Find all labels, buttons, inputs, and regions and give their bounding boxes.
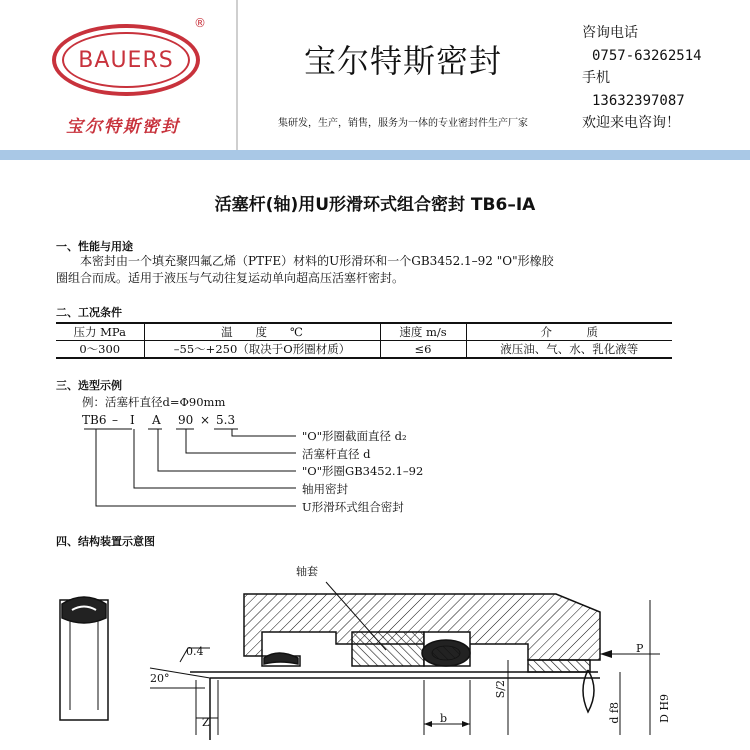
logo-wordmark: BAUERS (78, 47, 174, 73)
callout-shaft-seal: 轴用密封 (302, 482, 348, 496)
document-title: 活塞杆(轴)用U形滑环式组合密封 TB6–IA (214, 195, 536, 215)
header-temperature: 温 度 ℃ (144, 323, 380, 341)
performance-line-2: 圈组合而成。适用于液压与气动往复运动单向超高压活塞杆密封。 (56, 271, 405, 285)
registered-mark: ® (194, 16, 206, 30)
seal-cross-section (60, 597, 108, 720)
logo-chinese-name: 宝尔特斯密封 (66, 117, 180, 137)
code-series: TB6 (82, 413, 107, 427)
code-material: A (152, 413, 161, 427)
mobile-label: 手机 (582, 70, 610, 86)
cell-pressure: 0～300 (56, 341, 144, 359)
mobile-number[interactable]: 13632397087 (592, 92, 685, 109)
header-pressure: 压力 MPa (56, 323, 144, 341)
callout-o-ring-section: "O"形圈截面直径 d₂ (302, 429, 407, 443)
performance-line-1: 本密封由一个填充聚四氟乙烯（PTFE）材料的U形滑环和一个GB3452.1–92 "O"形橡胶 (80, 254, 554, 268)
phone-label: 咨询电话 (582, 25, 638, 41)
label-sleeve: 轴套 (296, 565, 318, 578)
code-diameter: 90 (178, 413, 194, 427)
label-d-f8: d f8 (608, 702, 621, 724)
label-b: b (440, 712, 448, 725)
callout-rod-diameter: 活塞杆直径 d (302, 447, 371, 461)
label-p: P (636, 642, 644, 655)
company-name: 宝尔特斯密封 (303, 42, 502, 80)
cell-medium: 液压油、气、水、乳化液等 (466, 341, 672, 359)
code-times: × (200, 413, 211, 427)
label-s2: S/2 (494, 680, 507, 699)
code-section: 5.3 (216, 413, 236, 427)
header-medium: 介 质 (466, 323, 672, 341)
cell-speed: ≤6 (380, 341, 466, 359)
callout-o-ring-standard: "O"形圈GB3452.1–92 (302, 464, 424, 478)
welcome-text: 欢迎来电咨询！ (582, 115, 680, 131)
section-structure-heading: 四、结构装置示意图 (56, 535, 155, 548)
label-d-h9: D H9 (658, 694, 671, 723)
selection-example: 例：活塞杆直径d=Φ90mm (82, 395, 226, 409)
callout-u-slip-ring: U形滑环式组合密封 (302, 500, 404, 514)
header-speed: 速度 m/s (380, 323, 466, 341)
label-z: Z (202, 716, 210, 729)
code-dash: – (112, 413, 118, 427)
code-type: I (130, 413, 135, 427)
phone-number[interactable]: 0757-63262514 (592, 47, 702, 64)
label-angle: 20° (150, 672, 170, 685)
label-roughness: 0.4 (186, 645, 204, 658)
section-conditions-heading: 二、工况条件 (56, 306, 122, 319)
company-tagline: 集研发，生产，销售，服务为一体的专业密封件生产厂家 (278, 118, 528, 129)
section-performance-heading: 一、性能与用途 (56, 240, 133, 253)
cell-temperature: –55～+250（取决于O形圈材质） (144, 341, 380, 359)
section-selection-heading: 三、选型示例 (56, 379, 122, 392)
